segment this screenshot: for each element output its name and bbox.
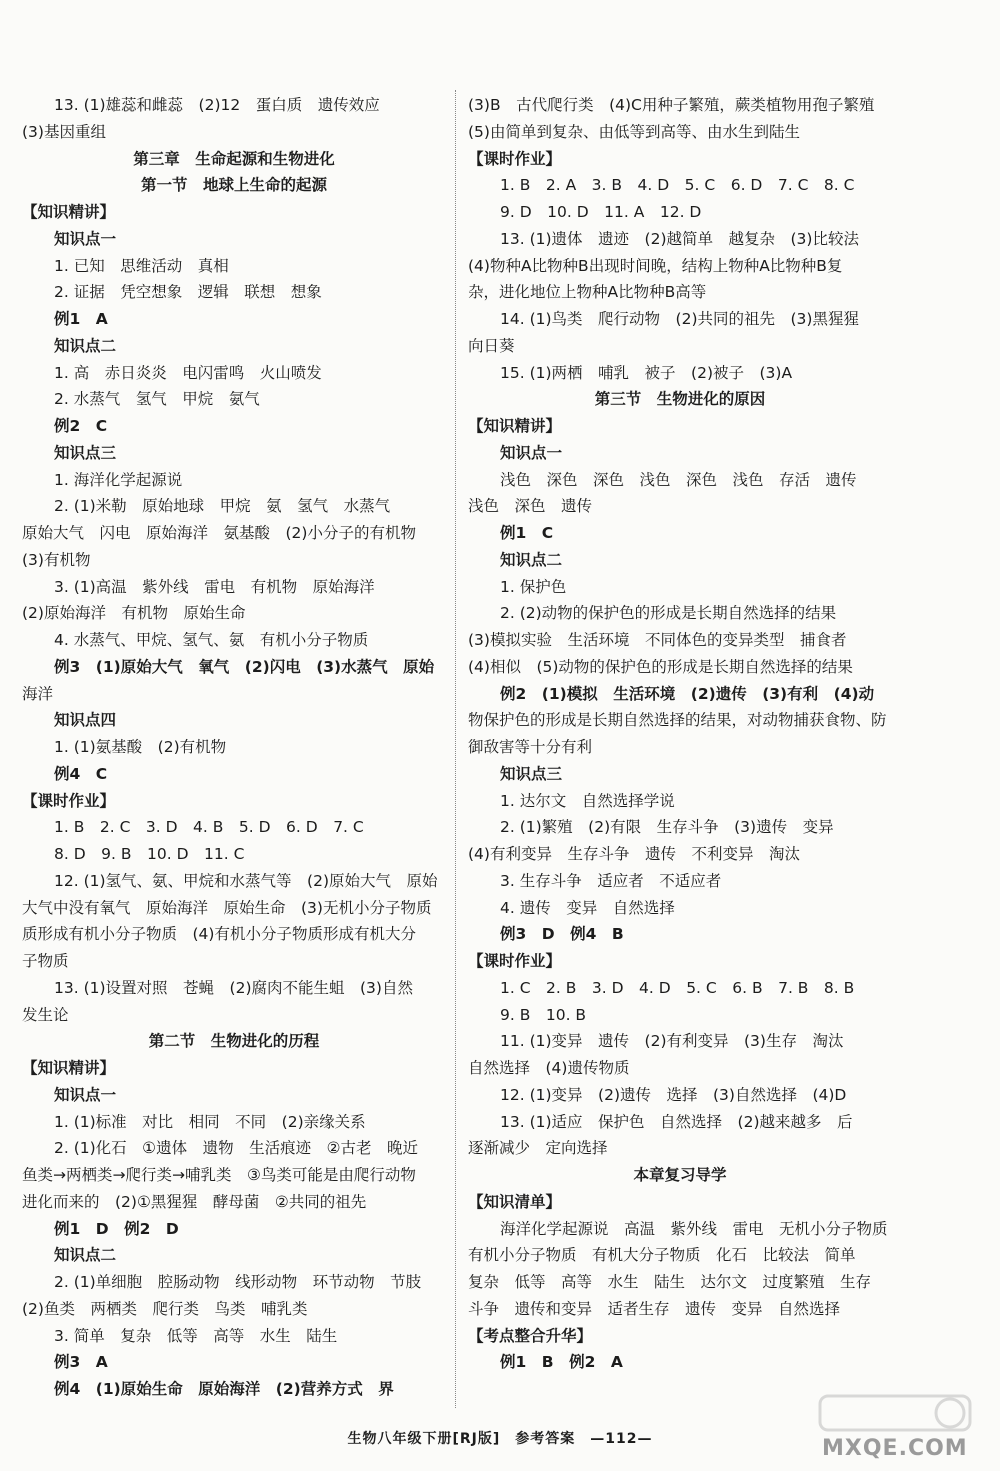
right-line: 2. (2)动物的保护色的形成是长期自然选择的结果 [500, 604, 837, 623]
right-line: 3. 生存斗争 适应者 不适应者 [500, 871, 722, 890]
left-line: 3. (1)高温 紫外线 雷电 有机物 原始海洋 [54, 577, 375, 596]
left-line: 例3 (1)原始大气 氧气 (2)闪电 (3)水蒸气 原始 [54, 657, 435, 676]
left-column [22, 92, 446, 1403]
right-line: 例3 D 例4 B [500, 925, 624, 944]
left-line: 1. 高 赤日炎炎 电闪雷鸣 火山喷发 [54, 363, 322, 382]
right-line: 海洋化学起源说 高温 紫外线 雷电 无机小分子物质 [500, 1219, 888, 1238]
left-line: 1. (1)标准 对比 相同 不同 (2)亲缘关系 [54, 1112, 366, 1131]
left-line: 12. (1)氢气、氨、甲烷和水蒸气等 (2)原始大气 原始 [54, 871, 438, 890]
right-line: 御敌害等十分有利 [468, 738, 593, 756]
right-column [468, 92, 892, 1376]
left-line: 2. (1)化石 ①遗体 遗物 生活痕迹 ②古老 晚近 [54, 1139, 418, 1158]
right-line: 【知识清单】 [468, 1192, 562, 1211]
left-line: 例4 C [54, 764, 108, 783]
left-line: 例3 A [54, 1353, 108, 1372]
right-line: 第三节 生物进化的原因 [594, 390, 766, 409]
left-line: 大气中没有氧气 原始海洋 原始生命 (3)无机小分子物质 [22, 898, 432, 917]
left-line: 进化而来的 (2)①黑猩猩 酵母菌 ②共同的祖先 [22, 1192, 367, 1211]
left-line: 例4 (1)原始生命 原始海洋 (2)营养方式 界 [54, 1380, 394, 1398]
right-line: 有机小分子物质 有机大分子物质 化石 比较法 简单 [468, 1246, 856, 1265]
right-line: 例1 B 例2 A [500, 1353, 623, 1372]
left-line: (3)有机物 [22, 550, 91, 569]
right-line: 本章复习导学 [633, 1166, 727, 1184]
right-line: 11. (1)变异 遗传 (2)有利变异 (3)生存 淘汰 [500, 1032, 844, 1051]
right-line: 1. 保护色 [500, 577, 567, 596]
left-line: 【知识精讲】 [22, 203, 116, 221]
left-line: 发生论 [22, 1005, 69, 1024]
right-line: 15. (1)两栖 哺乳 被子 (2)被子 (3)A [500, 363, 793, 382]
left-line: 2. 水蒸气 氢气 甲烷 氨气 [54, 390, 260, 409]
right-line: 2. (1)繁殖 (2)有限 生存斗争 (3)遗传 变异 [500, 818, 834, 837]
right-line: 1. C 2. B 3. D 4. D 5. C 6. B 7. B 8. B [500, 978, 855, 997]
right-line: (4)相似 (5)动物的保护色的形成是长期自然选择的结果 [468, 657, 853, 676]
right-line: 杂，进化地位上物种A比物种B高等 [468, 283, 707, 302]
right-line: 知识点三 [500, 764, 563, 783]
right-line: 向日葵 [468, 336, 515, 355]
left-line: 知识点二 [54, 1246, 117, 1265]
left-line: 13. (1)雄蕊和雌蕊 (2)12 蛋白质 遗传效应 [54, 96, 380, 114]
right-line: 1. B 2. A 3. B 4. D 5. C 6. D 7. C 8. C [500, 176, 855, 195]
right-line: 知识点二 [500, 550, 563, 569]
right-line: 斗争 遗传和变异 适者生存 遗传 变异 自然选择 [468, 1299, 841, 1318]
left-line: 13. (1)设置对照 苍蝇 (2)腐肉不能生蛆 (3)自然 [54, 978, 413, 997]
right-line: 【课时作业】 [468, 149, 562, 168]
right-line: (3)B 古代爬行类 (4)C用种子繁殖，蕨类植物用孢子繁殖 [468, 96, 875, 114]
right-line: 逐渐减少 定向选择 [468, 1139, 608, 1158]
left-line: 知识点三 [54, 443, 117, 462]
right-line: 9. B 10. B [500, 1005, 587, 1024]
right-line: 知识点一 [500, 443, 563, 462]
right-line: 【知识精讲】 [468, 417, 562, 435]
left-line: 例1 D 例2 D [54, 1219, 179, 1238]
left-line: 知识点一 [54, 229, 117, 248]
left-line: 原始大气 闪电 原始海洋 氨基酸 (2)小分子的有机物 [22, 524, 416, 542]
left-line: 知识点二 [54, 336, 117, 355]
right-line: 复杂 低等 高等 水生 陆生 达尔文 过度繁殖 生存 [468, 1273, 872, 1291]
right-line: 物保护色的形成是长期自然选择的结果，对动物捕获食物、防 [468, 711, 887, 730]
right-line: 12. (1)变异 (2)遗传 选择 (3)自然选择 (4)D [500, 1085, 847, 1104]
left-line: 2. (1)单细胞 腔肠动物 线形动物 环节动物 节肢 [54, 1273, 422, 1291]
left-line: 知识点一 [54, 1085, 117, 1104]
column-divider [455, 90, 456, 1408]
left-line: 4. 水蒸气、甲烷、氢气、氨 有机小分子物质 [54, 631, 369, 649]
right-line: 【考点整合升华】 [468, 1326, 593, 1345]
right-line: 13. (1)适应 保护色 自然选择 (2)越来越多 后 [500, 1112, 853, 1131]
left-line: 例1 A [54, 310, 108, 328]
right-line: 例1 C [500, 524, 554, 542]
right-line: 14. (1)鸟类 爬行动物 (2)共同的祖先 (3)黑猩猩 [500, 310, 859, 328]
right-line: 例2 (1)模拟 生活环境 (2)遗传 (3)有利 (4)动 [500, 684, 875, 703]
left-line: 第二节 生物进化的历程 [148, 1032, 320, 1051]
left-line: 第一节 地球上生命的起源 [140, 176, 327, 195]
right-line: 4. 遗传 变异 自然选择 [500, 898, 675, 917]
watermark-text: MXQE.COM [822, 1436, 968, 1461]
left-line: 2. 证据 凭空想象 逻辑 联想 想象 [54, 283, 322, 302]
left-line: 第三章 生命起源和生物进化 [133, 149, 335, 168]
left-line: (2)鱼类 两栖类 爬行类 鸟类 哺乳类 [22, 1299, 308, 1318]
right-line: (5)由简单到复杂、由低等到高等、由水生到陆生 [468, 122, 800, 141]
right-line: 【课时作业】 [468, 952, 562, 970]
left-line: 1. B 2. C 3. D 4. B 5. D 6. D 7. C [54, 818, 364, 837]
left-line: (2)原始海洋 有机物 原始生命 [22, 604, 246, 623]
left-line: 鱼类→两栖类→爬行类→哺乳类 ③鸟类可能是由爬行动物 [22, 1166, 416, 1184]
left-line: 2. (1)米勒 原始地球 甲烷 氨 氢气 水蒸气 [54, 497, 391, 516]
left-line: 【知识精讲】 [22, 1059, 116, 1077]
left-line: 8. D 9. B 10. D 11. C [54, 845, 245, 863]
right-line: 1. 达尔文 自然选择学说 [500, 791, 675, 810]
left-line: 海洋 [22, 684, 54, 703]
right-line: 9. D 10. D 11. A 12. D [500, 203, 702, 221]
left-line: 3. 简单 复杂 低等 高等 水生 陆生 [54, 1326, 338, 1345]
left-line: 【课时作业】 [22, 791, 116, 810]
right-line: (3)模拟实验 生活环境 不同体色的变异类型 捕食者 [468, 631, 847, 649]
left-line: (3)基因重组 [22, 122, 106, 141]
page-footer: 生物八年级下册[RJ版] 参考答案 —112— [347, 1431, 653, 1447]
right-line: 自然选择 (4)遗传物质 [468, 1059, 630, 1077]
left-line: 例2 C [54, 417, 108, 435]
left-line: 1. 已知 思维活动 真相 [54, 256, 229, 275]
left-line: 子物质 [22, 952, 69, 970]
left-line: 知识点四 [54, 711, 117, 730]
right-line: 浅色 深色 深色 浅色 深色 浅色 存活 遗传 [500, 470, 857, 489]
left-line: 1. (1)氨基酸 (2)有机物 [54, 738, 227, 756]
right-line: 13. (1)遗体 遗迹 (2)越简单 越复杂 (3)比较法 [500, 229, 859, 248]
right-line: (4)物种A比物种B出现时间晚，结构上物种A比物种B复 [468, 256, 843, 275]
right-line: 浅色 深色 遗传 [468, 497, 593, 516]
left-line: 1. 海洋化学起源说 [54, 470, 183, 489]
left-line: 质形成有机小分子物质 (4)有机小分子物质形成有机大分 [22, 925, 416, 944]
right-line: (4)有利变异 生存斗争 遗传 不利变异 淘汰 [468, 845, 800, 863]
